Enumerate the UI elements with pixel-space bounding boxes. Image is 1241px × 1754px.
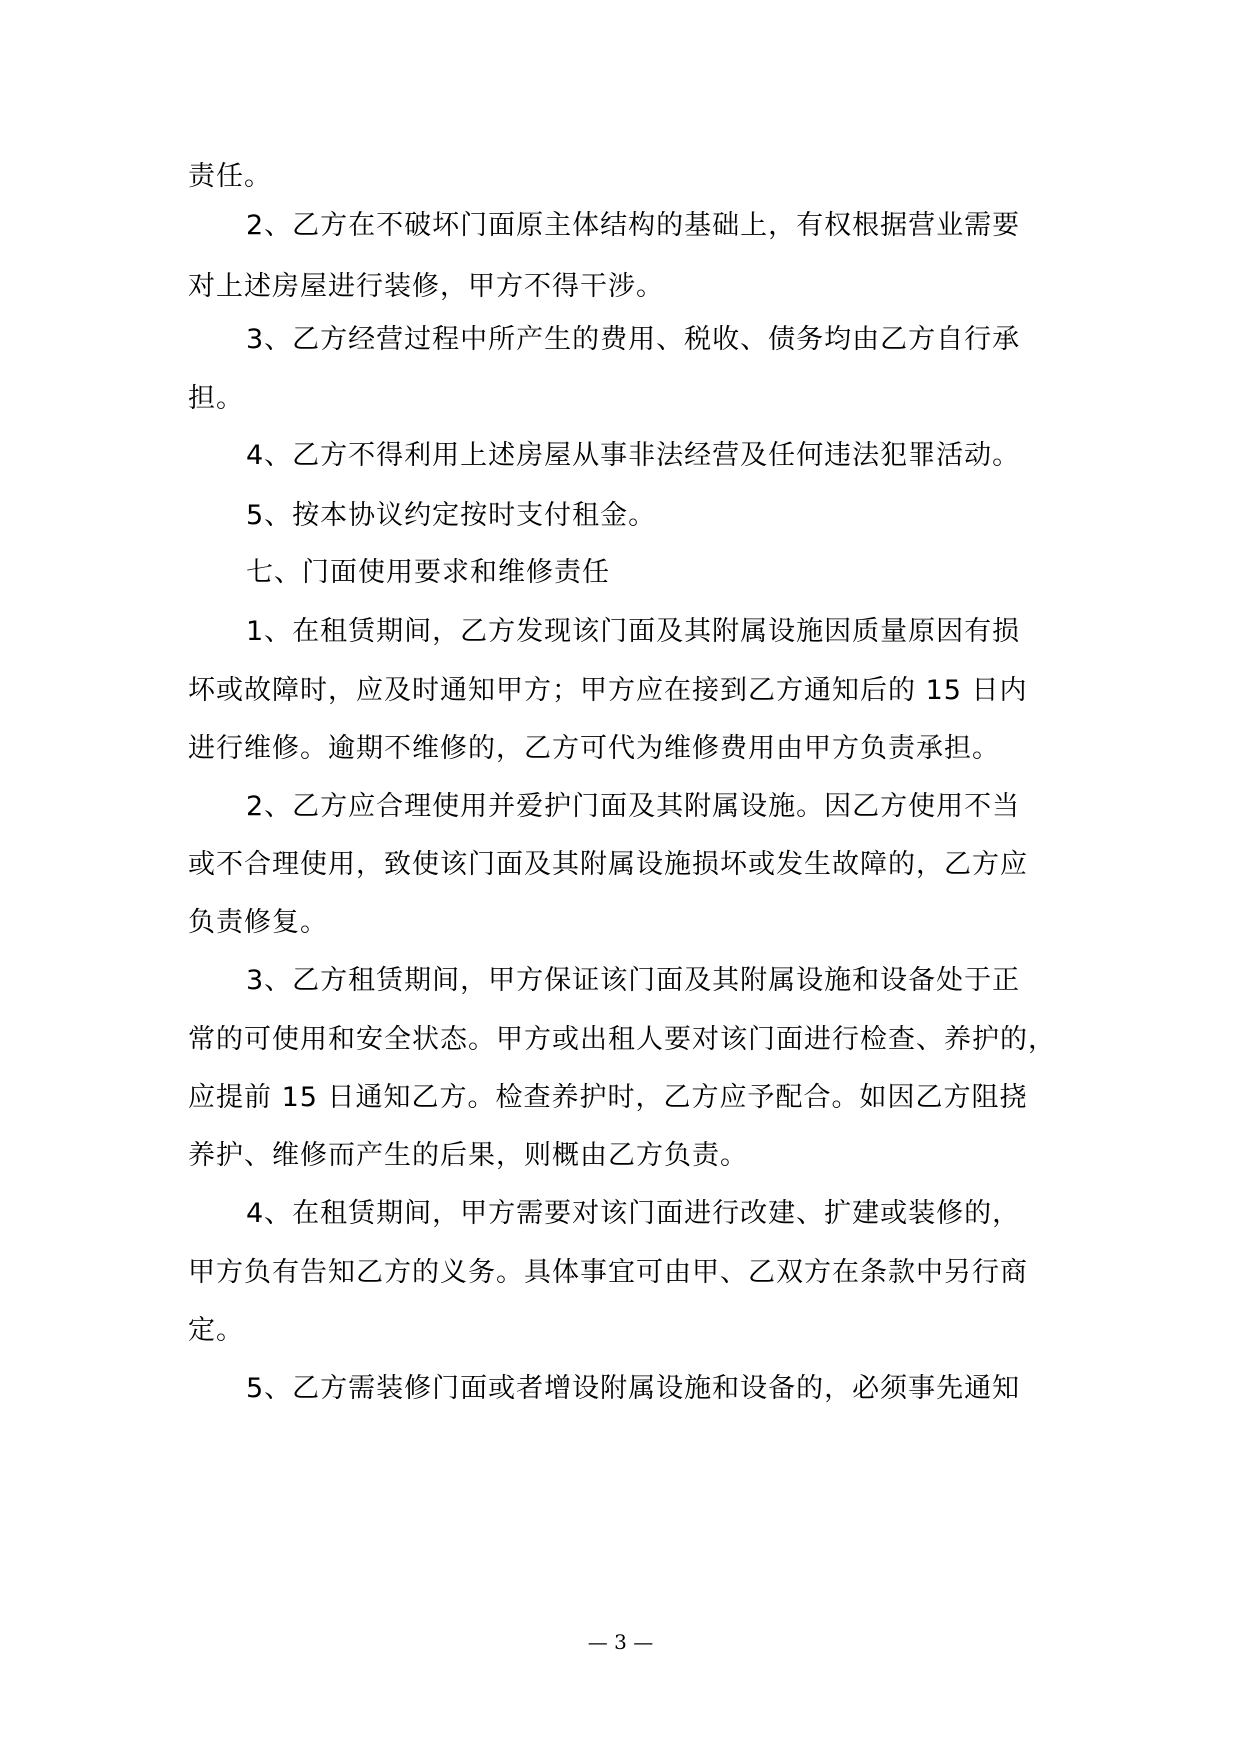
text-line: 养护、维修而产生的后果，则概由乙方负责。 <box>188 1140 748 1171</box>
text-line: 3、乙方经营过程中所产生的费用、税收、债务均由乙方自行承 <box>246 324 1021 355</box>
text-line: 应提前 15 日通知乙方。检查养护时，乙方应予配合。如因乙方阻挠 <box>188 1082 1028 1113</box>
text-line: 或不合理使用，致使该门面及其附属设施损坏或发生故障的，乙方应 <box>188 849 1028 880</box>
text-line: 责任。 <box>188 161 272 192</box>
text-line: 坏或故障时，应及时通知甲方；甲方应在接到乙方通知后的 15 日内 <box>188 675 1028 706</box>
text-line: 5、按本协议约定按时支付租金。 <box>246 500 657 531</box>
text-line: 对上述房屋进行装修，甲方不得干涉。 <box>188 271 664 302</box>
text-line: 4、乙方不得利用上述房屋从事非法经营及任何违法犯罪活动。 <box>246 440 1021 471</box>
text-line: 常的可使用和安全状态。甲方或出租人要对该门面进行检查、养护的， <box>188 1024 1056 1055</box>
text-line: 2、乙方应合理使用并爱护门面及其附属设施。因乙方使用不当 <box>246 791 1021 822</box>
text-line: 3、乙方租赁期间，甲方保证该门面及其附属设施和设备处于正 <box>246 965 1021 996</box>
text-line: 2、乙方在不破坏门面原主体结构的基础上，有权根据营业需要 <box>246 210 1021 241</box>
text-line: 定。 <box>188 1315 244 1346</box>
text-line: 4、在租赁期间，甲方需要对该门面进行改建、扩建或装修的， <box>246 1198 1021 1229</box>
text-line: 进行维修。逾期不维修的，乙方可代为维修费用由甲方负责承担。 <box>188 733 1000 764</box>
section-heading: 七、门面使用要求和维修责任 <box>246 557 610 588</box>
text-line: 1、在租赁期间，乙方发现该门面及其附属设施因质量原因有损 <box>246 616 1021 647</box>
text-line: 甲方负有告知乙方的义务。具体事宜可由甲、乙双方在条款中另行商 <box>188 1257 1028 1288</box>
text-line: 负责修复。 <box>188 907 328 938</box>
page-number: — 3 — <box>587 1630 654 1654</box>
text-line: 5、乙方需装修门面或者增设附属设施和设备的，必须事先通知 <box>246 1373 1021 1404</box>
text-line: 担。 <box>188 383 244 414</box>
